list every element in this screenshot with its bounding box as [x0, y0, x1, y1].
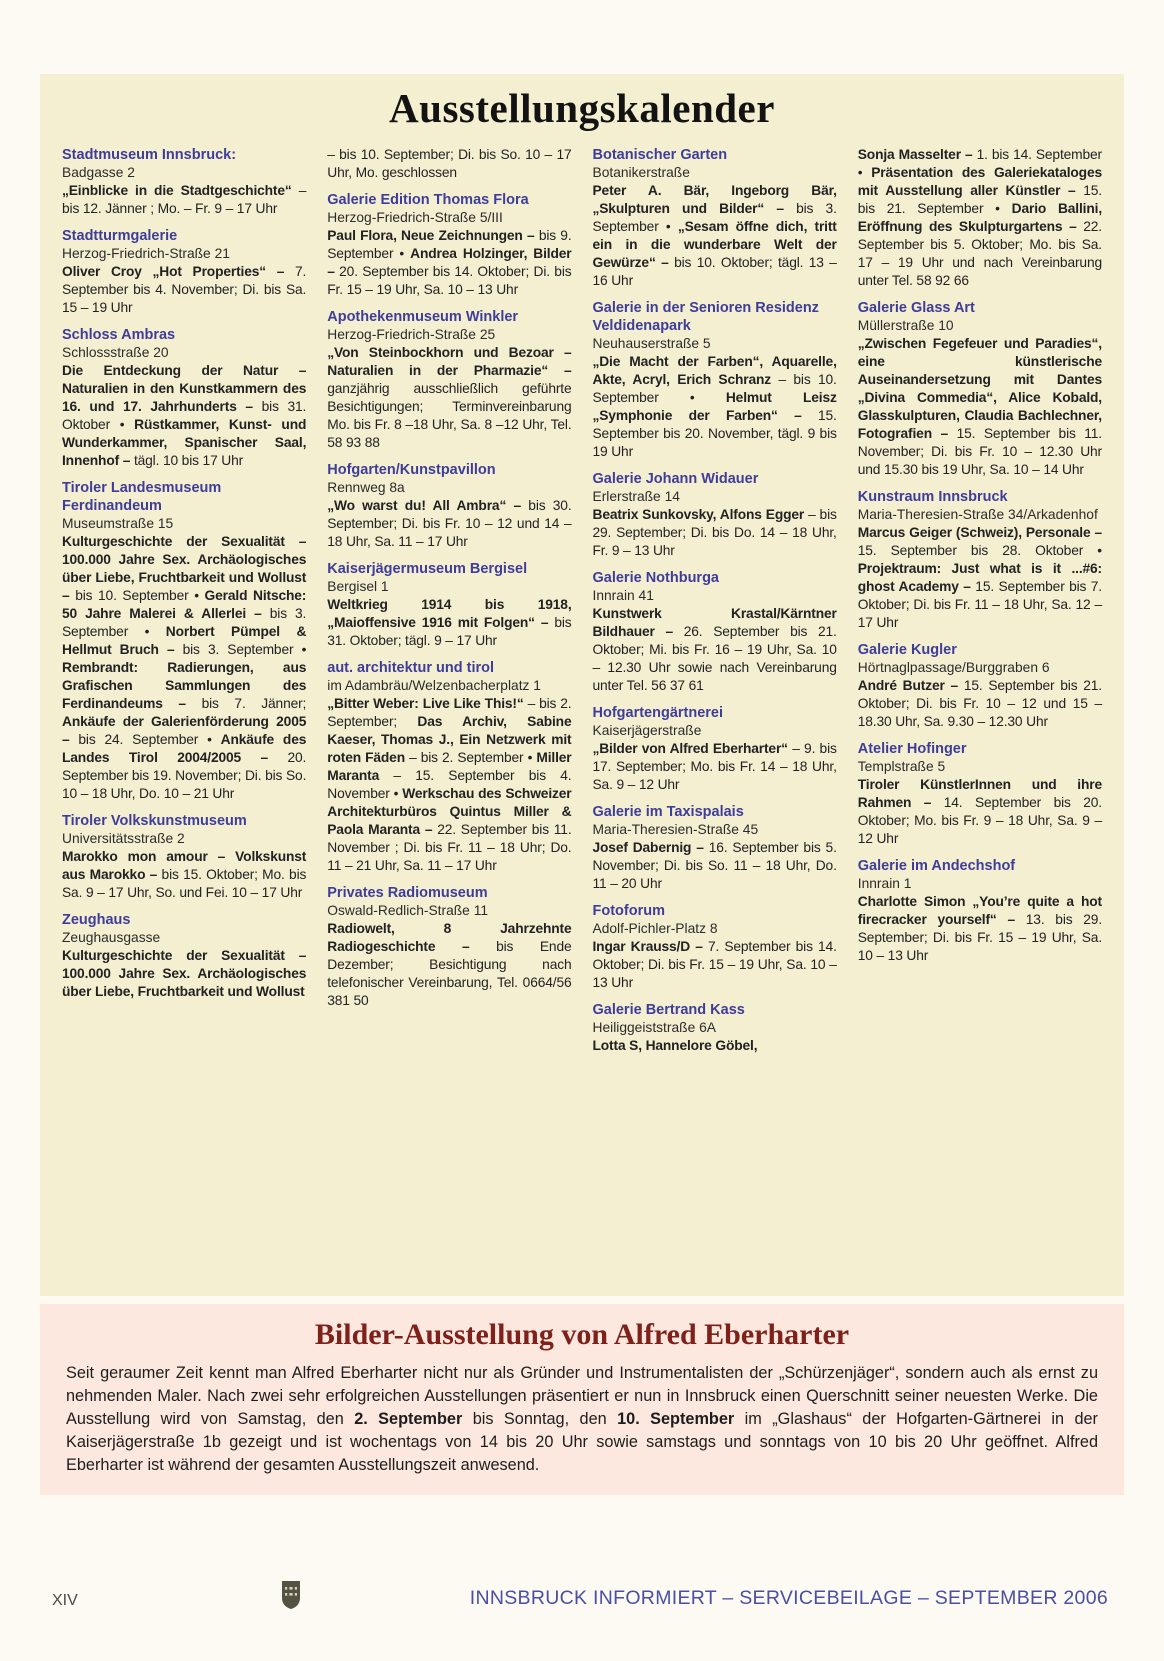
text-run: – bis 29. September; Di. bis Do. 14 – 18 Uhr, Fr. 9 – 13 Uhr	[592, 507, 837, 558]
exhibition-entry	[858, 848, 1102, 965]
venue-name: Apothekenmuseum Winkler	[327, 309, 519, 325]
text-run: Sonja Masselter –	[857, 147, 977, 162]
venue-name: Galerie Edition Thomas Flora	[327, 192, 529, 208]
venue-name: Kaiserjägermuseum Bergisel	[327, 561, 528, 577]
page-number: XIV	[52, 1592, 78, 1609]
text-run: Ankäufe der Galerienförderung 2005 –	[62, 714, 307, 747]
text-run: 15. September bis 7. Oktober; Di. bis Fr. 11 – 18 Uhr, Sa. 12 – 17 Uhr	[857, 579, 1102, 630]
exhibition-details	[858, 893, 1102, 965]
text-run: 15. September bis 11. November; Di. bis Fr. 10 – 12.30 Uhr und 15.30 bis 19 Uhr, Sa. 10 – 14 Uhr	[857, 426, 1102, 477]
text-run: Gerald Nitsche: 50 Jahre Malerei & Allerlei –	[62, 588, 307, 621]
exhibition-details	[62, 947, 306, 1001]
text-run: 20. September bis 14. Oktober; Di. bis Fr. 15 – 19 Uhr, Sa. 10 – 13 Uhr	[327, 264, 572, 297]
exhibition-details	[62, 848, 306, 902]
venue-address: Innrain 41	[592, 588, 654, 603]
exhibition-details	[62, 362, 306, 470]
venue-name: Galerie Nothburga	[592, 570, 719, 586]
venue-address: Innrain 1	[857, 876, 912, 891]
venue-name: Galerie Kugler	[857, 642, 957, 658]
text-run: – bis 12. Jänner ; Mo. – Fr. 9 – 17 Uhr	[62, 183, 307, 216]
text-run: bis Ende Dezember; Besichtigung nach telefonischer Vereinbarung, Tel. 0664/56 381 50	[327, 939, 572, 1008]
exhibition-details	[593, 1037, 837, 1055]
exhibition-entry	[593, 695, 837, 794]
text-run: bis 3. September •	[592, 201, 837, 234]
text-run: „Wo warst du! All Ambra“ –	[327, 498, 529, 513]
exhibition-entry	[327, 650, 571, 875]
text-run: Andrea Holzinger, Bilder –	[327, 246, 572, 279]
text-run: bis 3. September •	[62, 606, 307, 639]
exhibition-entry	[858, 479, 1102, 632]
exhibition-entry	[858, 290, 1102, 479]
calendar-columns	[62, 146, 1102, 1055]
exhibition-details	[858, 677, 1102, 731]
text-run: Lotta S, Hannelore Göbel,	[592, 1038, 758, 1053]
text-run: 16. September bis 5. November; Di. bis So. 11 – 18 Uhr, Do. 11 – 20 Uhr	[592, 840, 837, 891]
text-run: bis 31. Oktober •	[62, 399, 307, 432]
exhibition-details	[858, 524, 1102, 632]
exhibition-details	[858, 776, 1102, 848]
venue-name: Botanischer Garten	[592, 147, 728, 163]
exhibition-entry	[858, 146, 1102, 290]
innsbruck-crest-icon	[280, 1580, 302, 1615]
exhibition-details	[327, 146, 571, 182]
text-run: Charlotte Simon „You’re quite a hot firecracker yourself“ –	[857, 894, 1102, 927]
text-run: 2. September	[354, 1410, 463, 1428]
exhibition-entry	[62, 470, 306, 803]
calendar-title: Ausstellungskalender	[389, 85, 775, 131]
venue-address: Herzog-Friedrich-Straße 25	[327, 327, 496, 342]
exhibition-calendar	[40, 74, 1124, 1296]
exhibition-entry	[858, 632, 1102, 731]
venue-address: Kaiserjägerstraße	[592, 723, 702, 738]
text-run: Die Entdeckung der Natur – Naturalien in den Kunstkammern des 16. und 17. Jahrhunderts –	[62, 363, 307, 414]
text-run: Rüstkammer, Kunst- und Wunderkammer, Spanischer Saal, Innenhof –	[62, 417, 307, 468]
exhibition-entry	[858, 731, 1102, 848]
text-run: Miller Maranta	[327, 750, 572, 783]
text-run: 20. September bis 19. November; Di. bis So. 10 – 18 Uhr, Do. 10 – 21 Uhr	[62, 750, 307, 801]
exhibition-entry	[327, 551, 571, 650]
venue-address: Heiliggeiststraße 6A	[592, 1020, 716, 1035]
venue-name: Galerie im Taxispalais	[592, 804, 744, 820]
text-run: 1. bis 14. September •	[857, 147, 1102, 180]
text-run: André Butzer –	[857, 678, 964, 693]
venue-name: Tiroler Volkskunstmuseum	[62, 813, 247, 829]
exhibition-entry	[62, 803, 306, 902]
text-run: – bis 2. September •	[409, 750, 537, 765]
text-run: Seit geraumer Zeit kennt man Alfred Eberharter nicht nur als Gründer und Instrumentalisten der „Schürzenjäger“, sondern auch als ernst zu nehmenden Maler. Nach zwei sehr erfolgreichen Ausstellungen präsentiert er nun in Innsbruck einen Querschnitt seiner neuesten Werke. Die Ausstellung wird von Samstag, den	[66, 1364, 1098, 1428]
exhibition-details	[327, 497, 571, 551]
exhibition-details	[593, 506, 837, 560]
text-run: Paul Flora, Neue Zeichnungen –	[327, 228, 539, 243]
text-run: Kunstwerk Krastal/Kärntner Bildhauer –	[592, 606, 837, 639]
exhibition-entry	[62, 218, 306, 317]
venue-address: Badgasse 2	[62, 165, 135, 180]
exhibition-details	[327, 920, 571, 1010]
text-run: Das Archiv, Sabine Kaeser, Thomas J., Ein Netzwerk mit roten Fäden	[327, 714, 572, 765]
venue-name: Galerie in der Senioren Residenz Veldidenapark	[592, 300, 819, 334]
text-run: Radiowelt, 8 Jahrzehnte Radiogeschichte –	[327, 921, 572, 954]
text-run: Marokko mon amour – Volkskunst aus Marokko –	[62, 849, 307, 882]
venue-name: Hofgarten/Kunstpavillon	[327, 462, 496, 478]
text-run: – bis 2. September;	[327, 696, 572, 729]
venue-address: Erlerstraße 14	[592, 489, 680, 504]
venue-name: aut. architektur und tirol	[327, 660, 495, 676]
exhibition-entry	[593, 461, 837, 560]
text-run: Werkschau des Schweizer Architekturbüros Quintus Miller & Paola Maranta –	[327, 786, 572, 837]
venue-address: Oswald-Redlich-Straße 11	[327, 903, 489, 918]
calendar-column-1	[62, 146, 306, 1055]
exhibition-entry	[327, 299, 571, 452]
venue-address: Templstraße 5	[857, 759, 946, 774]
text-run: Marcus Geiger (Schweiz), Personale –	[857, 525, 1102, 540]
text-run: bis 10. Oktober; tägl. 13 – 16 Uhr	[592, 255, 837, 288]
text-run: Projektraum: Just what is it ...#6: ghost Academy –	[857, 561, 1102, 594]
text-run: „Bilder von Alfred Eberharter“	[592, 741, 793, 756]
exhibition-entry	[327, 182, 571, 299]
text-run: – 9. bis 17. September; Mo. bis Fr. 14 – 18 Uhr, Sa. 9 – 12 Uhr	[592, 741, 837, 792]
text-run: 15. September bis 28. Oktober •	[857, 543, 1102, 558]
text-run: Helmut Leisz „Symphonie der Farben“ –	[592, 390, 837, 423]
text-run: 15. September bis 20. November, tägl. 9 bis 19 Uhr	[592, 408, 837, 459]
exhibition-entry	[327, 146, 571, 182]
text-run: 13. bis 29. September; Di. bis Fr. 15 – 19 Uhr, Sa. 10 – 13 Uhr	[857, 912, 1102, 963]
venue-name: Galerie Glass Art	[857, 300, 975, 316]
exhibition-details	[593, 605, 837, 695]
text-run: Rembrandt: Radierungen, aus Grafischen Sammlungen des Ferdinandeums –	[62, 660, 307, 711]
text-run: Norbert Pümpel & Hellmut Bruch –	[62, 624, 307, 657]
venue-address: Herzog-Friedrich-Straße 5/III	[327, 210, 503, 225]
text-run: „Einblicke in die Stadtgeschichte“	[62, 183, 299, 198]
text-run: bis 30. September; Di. bis Fr. 10 – 12 und 14 – 18 Uhr, Sa. 11 – 17 Uhr	[327, 498, 572, 549]
exhibition-entry	[593, 290, 837, 461]
calendar-column-2	[327, 146, 571, 1055]
exhibition-details	[593, 353, 837, 461]
text-run: 10. September	[617, 1410, 735, 1428]
venue-address: Hörtnaglpassage/Burggraben 6	[857, 660, 1050, 675]
venue-name: Schloss Ambras	[62, 327, 176, 343]
venue-address: Zeughausgasse	[62, 930, 161, 945]
text-run: „Von Steinbockhorn und Bezoar – Naturalien in der Pharmazie“ –	[327, 345, 572, 378]
text-run: 15. September bis 21. Oktober; Di. bis Fr. 10 – 12 und 15 – 18.30 Uhr, Sa. 9.30 – 12.30 Uhr	[857, 678, 1102, 729]
text-run: 7. September bis 14. Oktober; Di. bis Fr. 15 – 19 Uhr, Sa. 10 – 13 Uhr	[592, 939, 837, 990]
venue-name: Galerie im Andechshof	[857, 858, 1016, 874]
exhibition-entry	[62, 317, 306, 470]
text-run: Beatrix Sunkovsky, Alfons Egger	[592, 507, 809, 522]
text-run: im „Glashaus“ der Hofgarten-Gärtnerei in der Kaiserjägerstraße 1b gezeigt und ist wochentags von 14 bis 20 Uhr sowie samstags und sonntags von 10 bis 20 Uhr geöffnet. Alfred Eberharter ist während der gesamten Ausstellungszeit anwesend.	[66, 1410, 1098, 1474]
venue-name: Tiroler Landesmuseum Ferdinandeum	[62, 480, 222, 514]
venue-address: Müllerstraße 10	[857, 318, 954, 333]
exhibition-details	[593, 839, 837, 893]
exhibition-details	[327, 596, 571, 650]
exhibition-details	[858, 335, 1102, 479]
text-run: Präsentation des Galeriekataloges mit Ausstellung aller Künstler –	[857, 165, 1102, 198]
venue-name: Privates Radiomuseum	[327, 885, 488, 901]
feature-article	[40, 1304, 1124, 1495]
text-run: 14. September bis 20. Oktober; Mo. bis Fr. 9 – 18 Uhr, Sa. 9 – 12 Uhr	[857, 795, 1102, 846]
exhibition-entry	[593, 146, 837, 290]
text-run: Ankäufe des Landes Tirol 2004/2005 –	[62, 732, 307, 765]
text-run: – 15. September bis 4. November •	[327, 768, 572, 801]
text-run: „Zwischen Fegefeuer und Paradies“, eine künstlerische Auseinandersetzung mit Dantes „Divina Commedia“, Alice Kobald, Glasskulpturen, Claudia Bachlechner, Fotografien –	[857, 336, 1102, 441]
venue-address: Botanikerstraße	[592, 165, 690, 180]
text-run: 7. September bis 4. November; Di. bis Sa. 15 – 19 Uhr	[62, 264, 307, 315]
text-run: bis 24. September •	[78, 732, 221, 747]
venue-name: Galerie Johann Widauer	[592, 471, 759, 487]
feature-body-text	[66, 1362, 1098, 1477]
venue-address: Maria-Theresien-Straße 34/Arkadenhof	[857, 507, 1098, 522]
exhibition-details	[62, 182, 306, 218]
text-run: bis 7. Jänner;	[201, 696, 307, 711]
exhibition-entry	[327, 452, 571, 551]
exhibition-details	[593, 740, 837, 794]
text-run: 22. September bis 11. November ; Di. bis Fr. 11 – 18 Uhr; Do. 11 – 21 Uhr, Sa. 11 – 17 Uhr	[327, 822, 572, 873]
venue-address: Herzog-Friedrich-Straße 21	[62, 246, 230, 261]
text-run: ganzjährig ausschließlich geführte Besichtigungen; Terminvereinbarung Mo. bis Fr. 8 –18 Uhr, Sa. 8 –12 Uhr, Tel. 58 93 88	[327, 381, 572, 450]
venue-name: Atelier Hofinger	[857, 741, 967, 757]
text-run: 15. bis 21. September •	[857, 183, 1102, 216]
text-run: Josef Dabernig –	[592, 840, 709, 855]
text-run: Weltkrieg 1914 bis 1918, „Maioffensive 1916 mit Folgen“ –	[327, 597, 572, 630]
text-run: – bis 10. September; Di. bis So. 10 – 17 Uhr, Mo. geschlossen	[327, 147, 572, 180]
venue-address: Museumstraße 15	[62, 516, 174, 531]
venue-name: Fotoforum	[592, 903, 665, 919]
exhibition-details	[62, 263, 306, 317]
venue-name: Zeughaus	[62, 912, 131, 928]
text-run: bis Sonntag, den	[462, 1410, 618, 1428]
exhibition-details	[327, 344, 571, 452]
text-run: Kulturgeschichte der Sexualität – 100.000 Jahre Sex. Archäologisches über Liebe, Fruchtbarkeit und Wollust –	[62, 534, 307, 603]
text-run: bis 31. Oktober; tägl. 9 – 17 Uhr	[327, 615, 572, 648]
venue-name: Hofgartengärtnerei	[592, 705, 724, 721]
text-run: „Die Macht der Farben“, Aquarelle, Akte, Acryl, Erich Schranz	[592, 354, 837, 387]
exhibition-details	[858, 146, 1102, 290]
text-run: „Sesam öffne dich, tritt ein in die wunderbare Welt der Gewürze“ –	[592, 219, 837, 270]
text-run: tägl. 10 bis 17 Uhr	[133, 453, 244, 468]
venue-name: Stadtturmgalerie	[62, 228, 178, 244]
venue-address: im Adambräu/Welzenbacherplatz 1	[327, 678, 541, 693]
venue-name: Galerie Bertrand Kass	[592, 1002, 745, 1018]
text-run: Peter A. Bär, Ingeborg Bär, „Skulpturen und Bilder“ –	[592, 183, 837, 216]
calendar-column-4	[858, 146, 1102, 1055]
exhibition-details	[593, 182, 837, 290]
text-run: 22. September bis 5. Oktober; Mo. bis Sa. 17 – 19 Uhr und nach Vereinbarung unter Tel. 58 92 66	[857, 219, 1102, 288]
venue-address: Maria-Theresien-Straße 45	[592, 822, 759, 837]
text-run: Tiroler KünstlerInnen und ihre Rahmen –	[857, 777, 1102, 810]
exhibition-entry	[593, 893, 837, 992]
exhibition-entry	[593, 794, 837, 893]
exhibition-entry	[62, 146, 306, 218]
venue-address: Neuhauserstraße 5	[592, 336, 711, 351]
text-run: Ingar Krauss/D –	[592, 939, 708, 954]
exhibition-details	[593, 938, 837, 992]
venue-name: Kunstraum Innsbruck	[857, 489, 1008, 505]
venue-address: Schlossstraße 20	[62, 345, 169, 360]
text-run: „Bitter Weber: Live Like This!“	[327, 696, 528, 711]
text-run: bis 10. September •	[75, 588, 205, 603]
text-run: 26. September bis 21. Oktober; Mi. bis Fr. 16 – 19 Uhr, Sa. 10 – 12.30 Uhr sowie nach Vereinbarung unter Tel. 56 37 61	[592, 624, 837, 693]
page-footer	[40, 1578, 1124, 1620]
exhibition-entry	[62, 902, 306, 1001]
venue-address: Rennweg 8a	[327, 480, 405, 495]
text-run: Oliver Croy „Hot Properties“ –	[62, 264, 296, 279]
text-run: Kulturgeschichte der Sexualität – 100.000 Jahre Sex. Archäologisches über Liebe, Fruchtbarkeit und Wollust	[62, 948, 307, 999]
venue-address: Universitätsstraße 2	[62, 831, 185, 846]
exhibition-details	[327, 695, 571, 875]
venue-address: Adolf-Pichler-Platz 8	[592, 921, 718, 936]
text-run: bis 15. Oktober; Mo. bis Sa. 9 – 17 Uhr, So. und Fei. 10 – 17 Uhr	[62, 867, 307, 900]
venue-name: Stadtmuseum Innsbruck:	[62, 147, 237, 163]
text-run: Dario Ballini, Eröffnung des Skulpturgartens –	[857, 201, 1102, 234]
text-run: bis 3. September •	[182, 642, 307, 657]
text-run: bis 9. September •	[327, 228, 572, 261]
exhibition-entry	[593, 560, 837, 695]
footer-text: INNSBRUCK INFORMIERT – SERVICEBEILAGE – SEPTEMBER 2006	[469, 1587, 1108, 1609]
exhibition-details	[62, 533, 306, 803]
exhibition-entry	[327, 875, 571, 1010]
feature-title: Bilder-Ausstellung von Alfred Eberharter	[314, 1318, 850, 1351]
calendar-column-3	[593, 146, 837, 1055]
text-run: – bis 10. September •	[592, 372, 837, 405]
venue-address: Bergisel 1	[327, 579, 389, 594]
exhibition-details	[327, 227, 571, 299]
exhibition-entry	[593, 992, 837, 1055]
